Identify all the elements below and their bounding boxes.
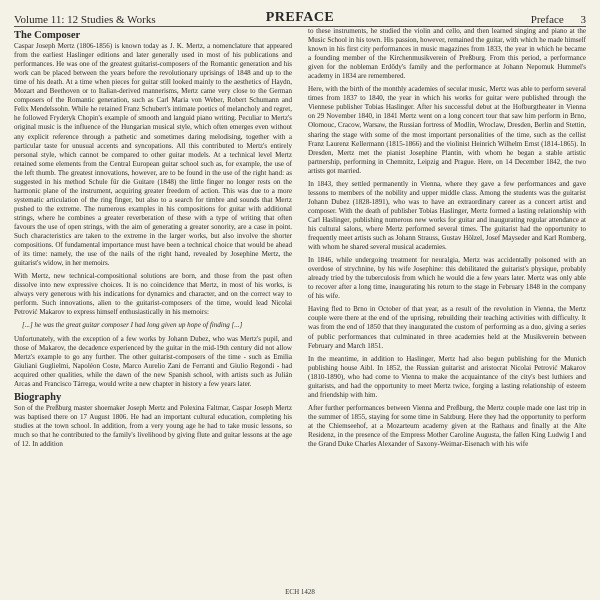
right-column [308, 27, 586, 585]
page-title: PREFACE [265, 10, 335, 25]
paragraph: In 1846, while undergoing treatment for neuralgia, Mertz was accidentally poisoned with an overdose of strychnine, by his wife Josephine: this debilitated the guitarist's physique, probably already tried by the tuberculosis from which he would die a few years later. Mertz was only able to recover after a long time, inaugurating his return to the stage in February 1848 in the company of his wife. [308, 256, 586, 301]
paragraph: Having fled to Brno in October of that year, as a result of the revolution in Vienna, the Mertz couple were there at the end of the uprising, rebuilding their teaching activities with difficulty. It was from the end of 1850 that they inaugurated the custom of performing as a duo, giving a series of public performances that culminated in three academies held at the Musikverein between February and March 1851. [308, 305, 586, 350]
paragraph: Caspar Joseph Mertz (1806-1856) is known today as J. K. Mertz, a nomenclature that appeared from the earliest Haslinger editions and later generally used in most of his publications and performances. He was one of the greatest guitarist-composers of the Romantic generation and his work can be placed between the years before the revolutionary uprisings of 1848 and up to the time of his death. At a time when pieces for guitar still looked mainly to the aesthetics of Haydn, Mozart and Beethoven or to Italian-derived mannerisms, Mertz came very close to the German composers of the Romantic generation, such as Carl Maria von Weber, Robert Schumann and Felix Mendelssohn. While he retained Franz Schubert's intimate poetics of melancholy and regret, he followed Fryderyk Chopin's example of smooth and languid piano writing. Peculiar to Mertz's original music is the influence of the Hungarian musical style, which often emerges even without any explicit reference through a pathetic and sometimes daring melodising, together with a particular taste for unusual accents and syncopations. All this contributed to Mertz's entirely personal style, which cannot be compared to other guitar models. At a technical level Mertz retained some elements from the Central European guitar school such as, for example, the use of the left thumb. The greatest innovations, however, are to be found in the use of the right hand: as suggested in his method Schule für die Guitare (1848) the little finger no longer rests on the harmonic plane of the instrument, acquiring greater freedom of action. This was due to a more systematic articulation of the ring finger, but also to a search for timbre and sounds that Mertz pushed to the extreme. The numerous examples in his compositions for guitar with additional strings, where he combines a greater reverberation of these with a type of writing that often favours the use of open strings, with the aim of generating a greater sonority, are a case in point. Such characteristics are taken to the extreme in the larger works, but also involve the shorter compositions. Of fundamental importance must have been a technical choice that would be ahead of its time: namely, the use of the nails of the right hand, revealed by Josephine Mertz, the guitarist's widow, in her memoirs. [14, 42, 292, 268]
footer-code: ECH 1428 [285, 588, 315, 596]
composer-heading: The Composer [14, 30, 81, 41]
biography-heading: Biography [14, 391, 62, 403]
page-number: 3 [580, 14, 586, 26]
left-column [14, 27, 292, 585]
paragraph: In 1843, they settled permanently in Vienna, where they gave a few performances and gave lessons to members of the nobility and upper middle class. Among the students was the guitarist Johann Dubez (1828-1891), who was to have an extraordinary career as a concert artist and composer. With the death of publisher Tobias Haslinger, Mertz formed a lasting relationship with Carl Haslinger, publishing numerous new works for guitar and inaugurating regular attendance at his cultural salons, where Mertz performed several times. The guitarist had the opportunity to frequently meet artists such as Johann Strauss, Gustav Hölzel, Josef Mayseder and Karl Romberg, with whom he shared several musical academies. [308, 179, 586, 252]
paragraph: In the meantime, in addition to Haslinger, Mertz had also begun publishing for the Munich publishing house Aibl. In 1852, the Russian guitarist and aristocrat Nicolai Petrović Makarov (1810-1890), who had come to Vienna to make the acquaintance of the city's best luthiers and guitarists, and had the opportunity to meet Mertz twice, forging a lasting relationship of esteem and friendship with him. [308, 354, 586, 399]
header-right [386, 14, 586, 26]
text-columns [14, 27, 586, 585]
makarov-quote: [...] he was the great guitar composer I had long given up hope of finding [...] [22, 321, 243, 330]
paragraph: to these instruments, he studied the violin and cello, and then learned singing and piano at the Music School in his town. His passion, however, remained the guitar, with which he made himself known in his first city performances in music magazines from 1833, the year in which he became a founding member of the Kirchenmusikverein of Preßburg. From this period, a performance given for the nobleman Erdődy's family and the performance at Johann Nepomuk Hummel's academy in 1834 are remembered. [308, 27, 586, 81]
paragraph: Son of the Preßburg master shoemaker Joseph Mertz and Polexina Faltmar, Caspar Joseph Mertz was baptised there on 17 August 1806. He had an important cultural education, completing his studies at the town school. In addition, from a very young age he had to take music lessons, so much so that he contributed to the family's livelihood by giving flute and guitar lessons at the age of 12. In addition [14, 403, 292, 449]
paragraph: After further performances between Vienna and Preßburg, the Mertz couple made one last trip in the summer of 1855, staying for some time in Salzburg. Here they had the opportunity to perform at the Chiemseehof, at a Mozarteum academy given at the Rathaus and finally at the Alte Residenz, in the presence of the Empress Mother Caroline Augusta, the fallen King Ludwig I and the Grand Duke Charles Alexander of Saxony-Weimar-Eisenach with his wife [308, 403, 586, 449]
paragraph: With Mertz, new technical-compositional solutions are born, and those from the past often dissolve into new expressive choices. It is no coincidence that Mertz, in most of his works, is always very generous with his indications for dynamics and character, and on the correct way to perform. Such innovations, alien to the guitarist-composers of the time, would lead Nicolai Petrović Makarov to express himself enthusiastically in his memoirs: [14, 272, 292, 317]
paragraph: Here, with the birth of the monthly academies of secular music, Mertz was able to perform several times from 1837 to 1840, the year in which his works for guitar were published through the Viennese publisher Tobias Haslinger. After his successful debut at the Hofburgtheater in Vienna on 29 November 1840, in 1841 Mertz went on a long concert tour that saw him perform in Brno, Olomouc, Cracow, Warsaw, the Russian fortress of Modlin, Wroclaw, Dresden, Berlin and Stettin, sharing the stage with some of the most important personalities of the time, such as the cellist Franz Laurenz Kellermann (1815-1866) and the violinist Heinrich Wilhelm Ernst (1814-1865). In Dresden, Mertz met the pianist Josephine Plantin, with whom he began a stable artistic partnership, performing in Chemnitz, Leipzig and Prague. Here, on 14 December 1842, the two artists got married. [308, 85, 586, 175]
paragraph: Unfortunately, with the exception of a few works by Johann Dubez, who was Mertz's pupil, and those of Makarov, the decadence experienced by the guitar in the mid-19th century did not allow Mertz's example to go any further. The other guitarist-composers of the time - such as Emilia Giuliani Guglielmi, Napoléon Coste, Marco Aurelio Zani de Ferranti and Giulio Regondi - had acquired other qualities, while the dawn of the new Spanish school, with artists such as Julián Arcas and Francisco Tárrega, would write a new chapter in history a few years later. [14, 334, 292, 388]
section-label: Preface [530, 14, 564, 26]
page-header [14, 4, 586, 27]
volume-label: Volume 11: 12 Studies & Works [14, 14, 156, 26]
